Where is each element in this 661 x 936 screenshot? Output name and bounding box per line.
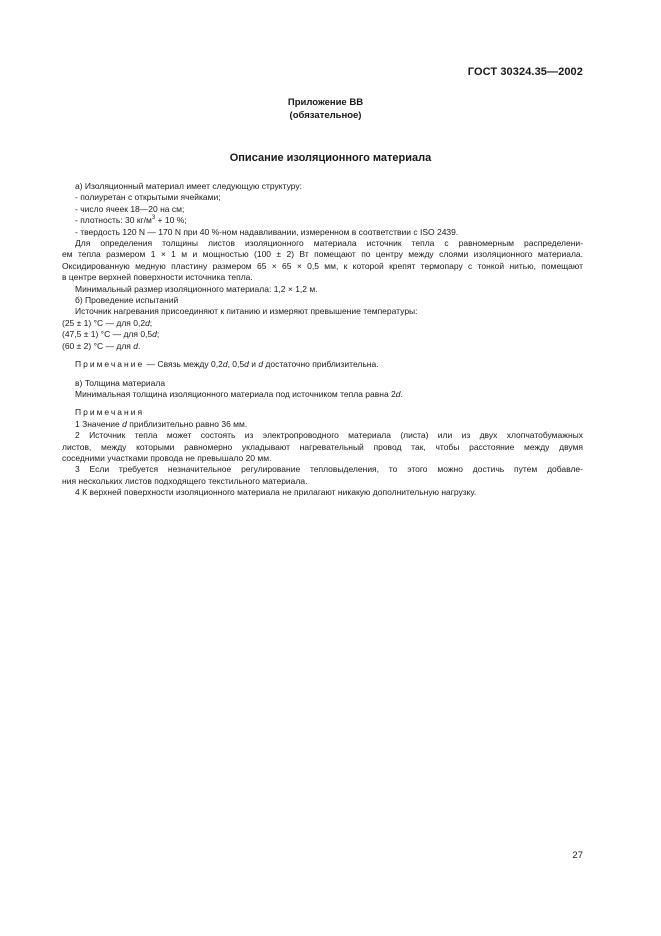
note-item: ния нескольких листов подходящего текстильного материала. — [62, 475, 308, 486]
note-1: Примечание — Связь между 0,2d, 0,5d и d достаточно приблизительна. — [75, 359, 379, 370]
clause-a-item: - твердость 120 N — 170 N при 40 %-ном надавливании, измеренном в соответствии с ISO 2439. — [75, 226, 459, 237]
appendix-type: (обязательное) — [289, 110, 362, 121]
section-title: Описание изоляционного материала — [229, 152, 432, 164]
notes-label: Примечания — [75, 407, 145, 418]
paragraph-line: в центре верхней поверхности источника тепла. — [62, 272, 253, 283]
note-item: 3 Если требуется незначительное регулирование тепловыделения, то этого можно достичь путем добавле- — [75, 464, 583, 475]
clause-v-heading: в) Толщина материала — [75, 377, 166, 388]
page-number: 27 — [572, 850, 583, 861]
clause-b-text: Источник нагревания присоединяют к питанию и измеряют превышение температуры: — [75, 306, 418, 317]
note-item: 1 Значение d приблизительно равно 36 мм. — [75, 418, 248, 429]
note-item: листов, между которыми равномерно укладывают нагревательный провод так, чтобы расстояние между двумя — [62, 441, 583, 452]
clause-a-item: - число ячеек 18—20 на см; — [75, 203, 185, 214]
temperature-line: (47,5 ± 1) °С — для 0,5d; — [62, 329, 160, 340]
min-size-text: Минимальный размер изоляционного материала: 1,2 × 1,2 м. — [75, 283, 318, 294]
paragraph-line: Оксидированную медную пластину размером 65 × 65 × 0,5 мм, к которой крепят термопару с тонкой нитью, помещают — [62, 260, 583, 271]
clause-b-heading: б) Проведение испытаний — [75, 295, 179, 306]
clause-a-item: - плотность: 30 $кг/м^3 + 10$ %; — [75, 215, 187, 226]
note-item: соседними участками провода не превышало 20 мм. — [62, 452, 272, 463]
clause-a-heading: а) Изоляционный материал имеет следующую структуру: — [75, 181, 302, 191]
paragraph-line: Для определения толщины листов изоляционного материала источник тепла с равномерным распределени- — [75, 238, 583, 249]
clause-v-text: Минимальная толщина изоляционного материала под источником тепла равна 2d. — [75, 388, 403, 399]
standard-header: ГОСТ 30324.35—2002 — [467, 66, 583, 78]
clause-a-item: - полиуретан с открытыми ячейками; — [75, 192, 221, 203]
appendix-title: Приложение ВВ — [287, 97, 364, 108]
note-item: 2 Источник тепла может состоять из электропроводного материала (листа) или из двух хлопчатобумажных — [75, 430, 583, 441]
temperature-line: (25 ± 1) °С — для 0,2d; — [62, 317, 153, 328]
appendix-heading — [0, 96, 661, 122]
paragraph-line: ем тепла размером 1 × 1 м и мощностью (100 ± 2) Вт помещают по центру между слоями изоляционного материала. — [62, 249, 583, 260]
temperature-line: (60 ± 2) °С — для d. — [62, 340, 141, 351]
document-body — [62, 181, 583, 499]
note-item: 4 К верхней поверхности изоляционного материала не прилагают никакую дополнительную нагрузку. — [75, 487, 477, 498]
